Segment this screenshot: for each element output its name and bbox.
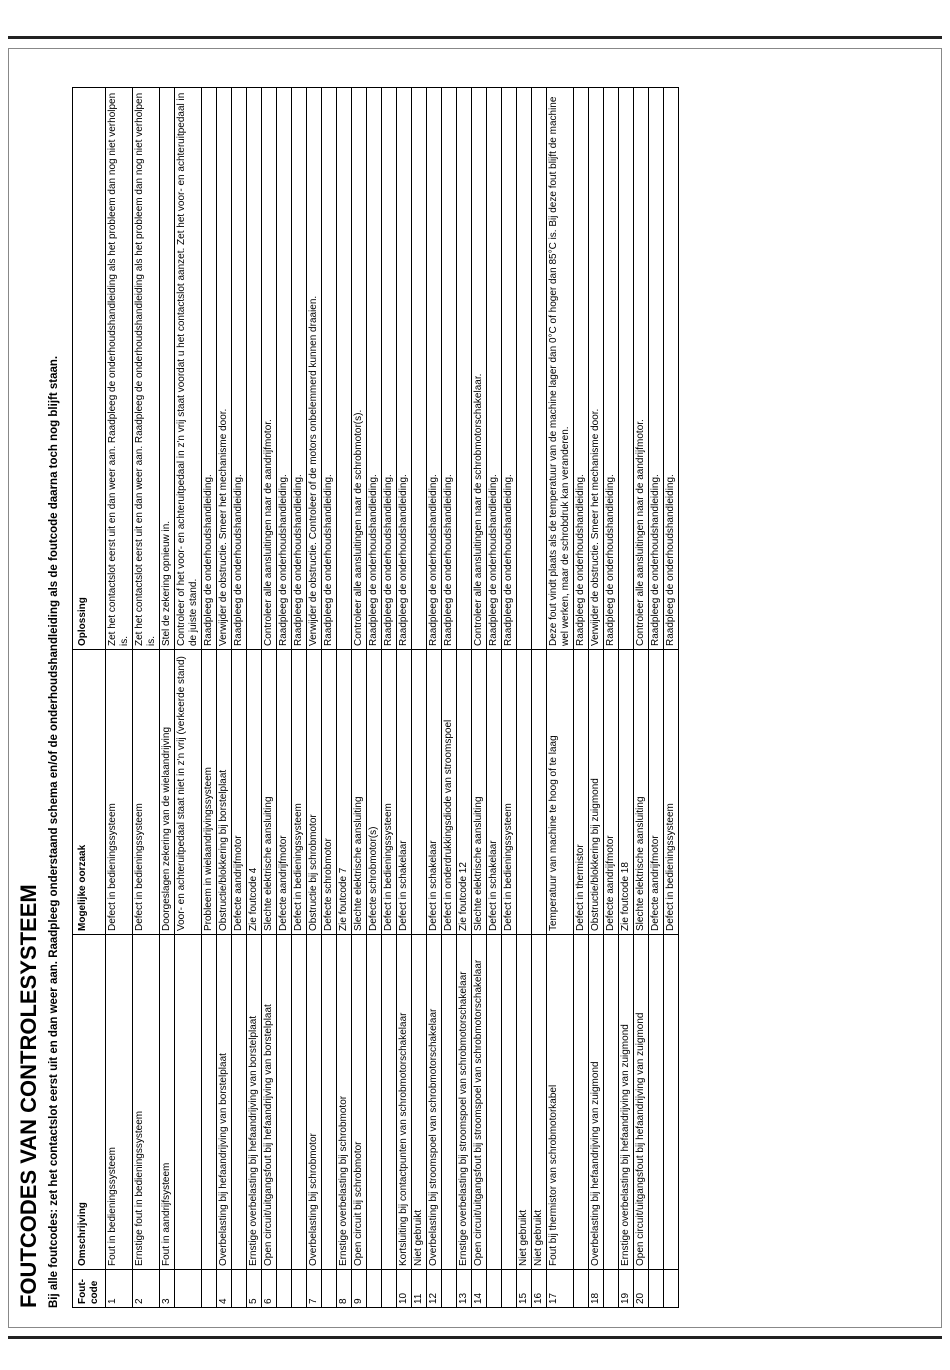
table-row [352,88,367,1308]
cell-solution: Raadpleeg de onderhoudshandleiding. [367,88,382,650]
cell-cause: Defect in thermistor [574,650,589,935]
table-row [247,88,262,1308]
cell-solution: Controleer alle aansluitingen naar de schrobmotorschakelaar. [472,88,487,650]
cell-cause: Defect in bedieningssysteem [502,650,517,935]
cell-description [202,935,217,1270]
cell-solution: Raadpleeg de onderhoudshandleiding. [397,88,412,650]
cell-description [487,935,502,1270]
cell-description: Open circuit/uitgangsfout bij hefaandrijving van zuigmond [634,935,649,1270]
table-row [574,88,589,1308]
table-row [589,88,604,1308]
cell-solution: Verwijder de obstructie. Smeer het mechanisme door. [217,88,232,650]
table-row [382,88,397,1308]
header-solution: Oplossing [73,88,106,650]
cell-cause: Probleem in wielaandrijvingssysteem [202,650,217,935]
cell-cause: Defect in onderdrukkingsdiode van stroomspoel [442,650,457,935]
header-description: Omschrijving [73,935,106,1270]
cell-cause: Doorgeslagen zekering van de wielaandrijving [160,650,175,935]
table-row [457,88,472,1308]
cell-solution [517,88,532,650]
table-row [427,88,442,1308]
top-rule [8,36,942,39]
cell-cause: Defect in schakelaar [397,650,412,935]
cell-solution: Raadpleeg de onderhoudshandleiding. [232,88,247,650]
cell-solution [337,88,352,650]
cell-code [232,1270,247,1308]
table-row [532,88,547,1308]
table-row [619,88,634,1308]
cell-code: 15 [517,1270,532,1308]
cell-description: Overbelasting bij stroomspoel van schrobmotorschakelaar [427,935,442,1270]
cell-solution [532,88,547,650]
cell-code: 10 [397,1270,412,1308]
table-row [649,88,664,1308]
cell-cause: Defecte aandrijfmotor [277,650,292,935]
cell-code: 8 [337,1270,352,1308]
cell-cause: Defect in schakelaar [427,650,442,935]
table-row [472,88,487,1308]
cell-code [604,1270,619,1308]
table-row [367,88,382,1308]
cell-solution: Controleer alle aansluitingen naar de aandrijfmotor. [262,88,277,650]
cell-cause: Obstructie/blokkering bij zuigmond [589,650,604,935]
cell-code [382,1270,397,1308]
cell-description: Ernstige fout in bedieningssysteem [133,935,160,1270]
cell-solution: Raadpleeg de onderhoudshandleiding. [574,88,589,650]
cell-description: Open circuit bij schrobmotor [352,935,367,1270]
cell-code: 16 [532,1270,547,1308]
cell-code [664,1270,679,1308]
cell-code [574,1270,589,1308]
cell-description: Fout in bedieningssysteem [106,935,133,1270]
fault-code-table [72,87,679,1308]
table-row [106,88,133,1308]
cell-cause: Zie foutcode 18 [619,650,634,935]
table-row [262,88,277,1308]
cell-cause: Defect in bedieningssysteem [382,650,397,935]
cell-code [322,1270,337,1308]
cell-solution: Raadpleeg de onderhoudshandleiding. [322,88,337,650]
cell-description: Ernstige overbelasting bij schrobmotor [337,935,352,1270]
cell-solution: Raadpleeg de onderhoudshandleiding. [277,88,292,650]
cell-cause: Defect in schakelaar [487,650,502,935]
cell-cause: Obstructie bij schrobmotor [307,650,322,935]
cell-cause: Defect in bedieningssysteem [664,650,679,935]
cell-code: 6 [262,1270,277,1308]
cell-code: 12 [427,1270,442,1308]
cell-solution: Raadpleeg de onderhoudshandleiding. [664,88,679,650]
cell-cause: Zie foutcode 4 [247,650,262,935]
cell-code: 18 [589,1270,604,1308]
table-row [217,88,232,1308]
cell-code [649,1270,664,1308]
cell-cause: Slechte elektrische aansluiting [262,650,277,935]
cell-code: 3 [160,1270,175,1308]
cell-code: 17 [547,1270,574,1308]
cell-description [175,935,202,1270]
table-row [442,88,457,1308]
cell-solution: Deze fout vindt plaats als de temperatuur van de machine lager dan 0°C of hoger dan 85°C is. Bij deze fout blijft de machine wel werken, maar de schrobdruk kan veranderen. [547,88,574,650]
cell-cause: Voor- en achteruitpedaal staat niet in z'n vrij (verkeerde stand) [175,650,202,935]
cell-cause: Defecte schrobmotor [322,650,337,935]
cell-cause: Defecte aandrijfmotor [232,650,247,935]
cell-code: 1 [106,1270,133,1308]
table-row [292,88,307,1308]
table-row [202,88,217,1308]
rotated-page-content [16,68,906,1338]
cell-description: Niet gebruikt [412,935,427,1270]
table-row [604,88,619,1308]
cell-solution [619,88,634,650]
cell-solution: Verwijder de obstructie. Controleer of de motors onbelemmerd kunnen draaien. [307,88,322,650]
cell-description: Kortsluiting bij contactpunten van schrobmotorschakelaar [397,935,412,1270]
cell-cause: Obstructie/blokkering bij borstelplaat [217,650,232,935]
cell-description [322,935,337,1270]
page-title: FOUTCODES VAN CONTROLESYSTEEM [16,884,41,1308]
cell-code: 7 [307,1270,322,1308]
cell-code: 13 [457,1270,472,1308]
cell-solution: Raadpleeg de onderhoudshandleiding. [442,88,457,650]
table-row [160,88,175,1308]
cell-description: Overbelasting bij hefaandrijving van borstelplaat [217,935,232,1270]
cell-description: Overbelasting bij schrobmotor [307,935,322,1270]
table-row [307,88,322,1308]
cell-cause: Zie foutcode 7 [337,650,352,935]
cell-solution: Raadpleeg de onderhoudshandleiding. [502,88,517,650]
cell-description [277,935,292,1270]
cell-solution: Verwijder de obstructie. Smeer het mechanisme door. [589,88,604,650]
cell-description [232,935,247,1270]
cell-description: Open circuit/uitgangsfout bij stroomspoel van schrobmotorschakelaar [472,935,487,1270]
cell-description [502,935,517,1270]
cell-code [292,1270,307,1308]
cell-solution: Raadpleeg de onderhoudshandleiding. [202,88,217,650]
cell-cause: Defect in bedieningssysteem [292,650,307,935]
cell-solution: Controleer alle aansluitingen naar de schrobmotor(s). [352,88,367,650]
cell-description [574,935,589,1270]
cell-description [664,935,679,1270]
cell-cause [532,650,547,935]
cell-code [487,1270,502,1308]
cell-description [292,935,307,1270]
cell-solution: Controleer of het voor- en achteruitpedaal in z'n vrij staat voordat u het contactslot aanzet. Zet het voor- en achteruitpedaal in de juiste stand. [175,88,202,650]
cell-cause [412,650,427,935]
cell-code [502,1270,517,1308]
cell-description: Niet gebruikt [517,935,532,1270]
cell-code [175,1270,202,1308]
cell-code: 11 [412,1270,427,1308]
cell-description: Ernstige overbelasting bij hefaandrijving van borstelplaat [247,935,262,1270]
table-row [232,88,247,1308]
cell-solution: Stel de zekering opnieuw in. [160,88,175,650]
cell-cause: Defecte schrobmotor(s) [367,650,382,935]
table-row [664,88,679,1308]
cell-description: Ernstige overbelasting bij hefaandrijving van zuigmond [619,935,634,1270]
cell-code: 2 [133,1270,160,1308]
cell-description [382,935,397,1270]
cell-solution: Zet het contactslot eerst uit en dan weer aan. Raadpleeg de onderhoudshandleiding als het probleem dan nog niet verholpen is. [106,88,133,650]
cell-code [277,1270,292,1308]
intro-text: Bij alle foutcodes: zet het contactslot eerst uit en dan weer aan. Raadpleeg onderstaand schema en/of de onderhoudshandleiding als de foutcode daarna toch nog blijft staan. [48,355,60,1308]
table-header-row [73,88,106,1308]
cell-solution: Raadpleeg de onderhoudshandleiding. [382,88,397,650]
cell-code [367,1270,382,1308]
cell-description: Open circuit/uitgangsfout bij hefaandrijving van borstelplaat [262,935,277,1270]
cell-description [367,935,382,1270]
cell-solution: Raadpleeg de onderhoudshandleiding. [427,88,442,650]
cell-description [442,935,457,1270]
cell-solution [457,88,472,650]
cell-description: Ernstige overbelasting bij stroomspoel van schrobmotorschakelaar [457,935,472,1270]
cell-cause: Defect in bedieningssysteem [133,650,160,935]
cell-solution: Raadpleeg de onderhoudshandleiding. [649,88,664,650]
cell-cause: Defecte aandrijfmotor [604,650,619,935]
table-row [502,88,517,1308]
cell-code: 20 [634,1270,649,1308]
table-row [322,88,337,1308]
table-row [547,88,574,1308]
cell-description: Fout in aandrijfsysteem [160,935,175,1270]
cell-solution: Raadpleeg de onderhoudshandleiding. [604,88,619,650]
cell-cause: Slechte elektrische aansluiting [472,650,487,935]
cell-description: Fout bij thermistor van schrobmotorkabel [547,935,574,1270]
table-row [487,88,502,1308]
cell-code [442,1270,457,1308]
table-row [634,88,649,1308]
cell-solution: Zet het contactslot eerst uit en dan weer aan. Raadpleeg de onderhoudshandleiding als het probleem dan nog niet verholpen is. [133,88,160,650]
table-row [175,88,202,1308]
cell-description [604,935,619,1270]
cell-code [202,1270,217,1308]
cell-cause: Defecte aandrijfmotor [649,650,664,935]
cell-solution [412,88,427,650]
table-row [277,88,292,1308]
cell-description: Overbelasting bij hefaandrijving van zuigmond [589,935,604,1270]
table-row [133,88,160,1308]
cell-solution [247,88,262,650]
header-cause: Mogelijke oorzaak [73,650,106,935]
cell-cause: Temperatuur van machine te hoog of te laag [547,650,574,935]
cell-cause: Slechte elektrische aansluiting [352,650,367,935]
cell-description: Niet gebruikt [532,935,547,1270]
cell-cause: Slechte elektrische aansluiting [634,650,649,935]
cell-code: 14 [472,1270,487,1308]
cell-solution: Raadpleeg de onderhoudshandleiding. [292,88,307,650]
cell-cause: Zie foutcode 12 [457,650,472,935]
table-row [337,88,352,1308]
table-row [412,88,427,1308]
cell-code: 4 [217,1270,232,1308]
cell-solution: Controleer alle aansluitingen naar de aandrijfmotor. [634,88,649,650]
header-code: Fout-code [73,1270,106,1308]
table-row [517,88,532,1308]
cell-cause [517,650,532,935]
cell-code: 5 [247,1270,262,1308]
cell-description [649,935,664,1270]
table-row [397,88,412,1308]
cell-cause: Defect in bedieningssysteem [106,650,133,935]
cell-code: 19 [619,1270,634,1308]
cell-code: 9 [352,1270,367,1308]
cell-solution: Raadpleeg de onderhoudshandleiding. [487,88,502,650]
